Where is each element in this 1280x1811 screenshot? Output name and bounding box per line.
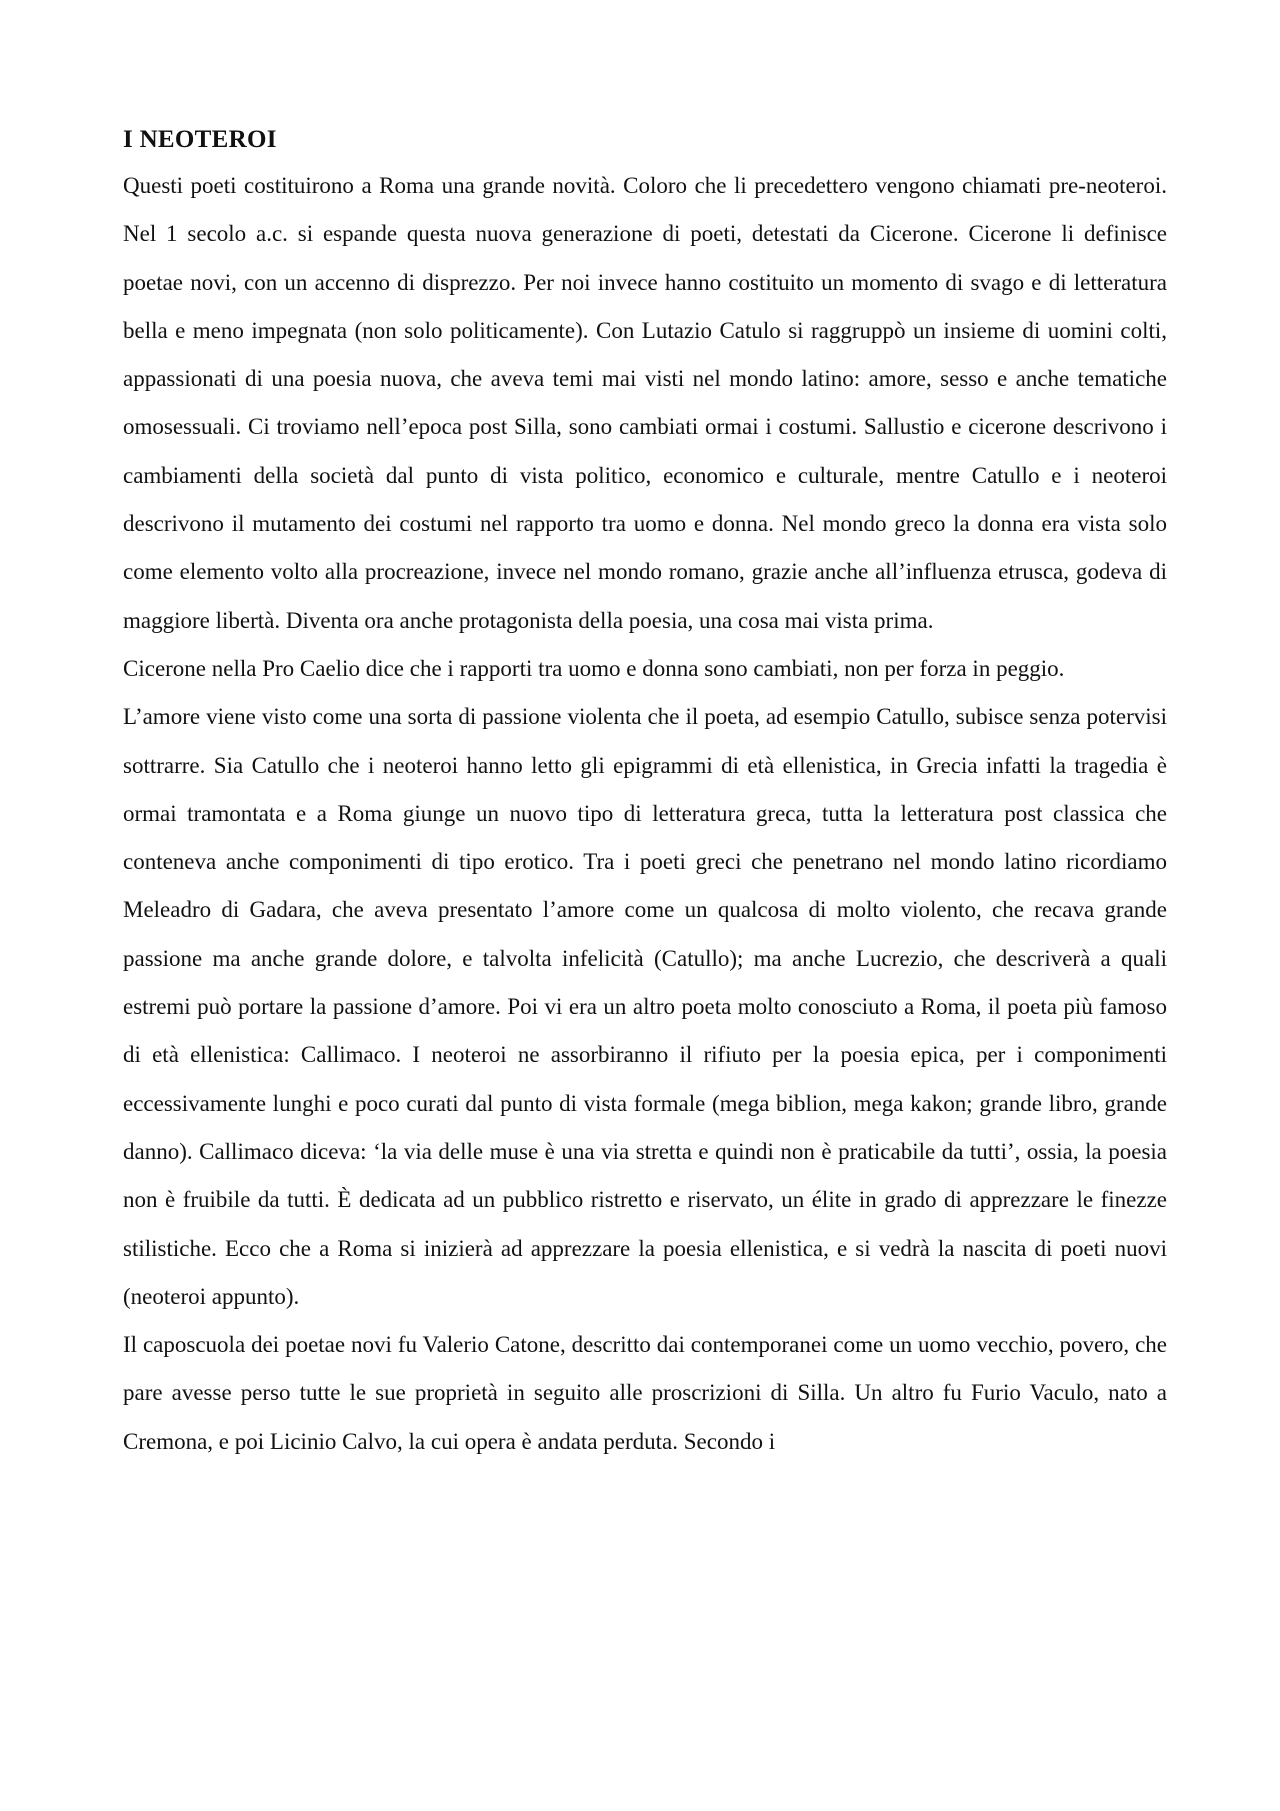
paragraph-pro-caelio: Cicerone nella Pro Caelio dice che i rapporti tra uomo e donna sono cambiati, non per forza in peggio.: [123, 655, 1065, 681]
paragraph-caposcuola: Il caposcuola dei poetae novi fu Valerio Catone, descritto dai contemporanei come un uomo vecchio, povero, che pare avesse perso tutte le sue proprietà in seguito alle proscrizioni di Silla. Un altro fu Furio Vaculo, nato a Cremona, e poi Licinio Calvo, la cui opera è andata perduta. Secondo i: [123, 1332, 1167, 1454]
document-body: [123, 118, 1167, 1466]
paragraph-amore: L’amore viene visto come una sorta di passione violenta che il poeta, ad esempio Catullo, subisce senza potervisi sottrarre. Sia Catullo che i neoteroi hanno letto gli epigrammi di età ellenistica, in Grecia infatti la tragedia è ormai tramontata e a Roma giunge un nuovo tipo di letteratura greca, tutta la letteratura post classica che conteneva anche componimenti di tipo erotico. Tra i poeti greci che penetrano nel mondo latino ricordiamo Meleadro di Gadara, che aveva presentato l’amore come un qualcosa di molto violento, che recava grande passione ma anche grande dolore, e talvolta infelicità (Catullo); ma anche Lucrezio, che descriverà a quali estremi può portare la passione d’amore. Poi vi era un altro poeta molto conosciuto a Roma, il poeta più famoso di età ellenistica: Callimaco. I neoteroi ne assorbiranno il rifiuto per la poesia epica, per i componimenti eccessivamente lunghi e poco curati dal punto di vista formale (mega biblion, mega kakon; grande libro, grande danno). Callimaco diceva: ‘la via delle muse è una via stretta e quindi non è praticabile da tutti’, ossia, la poesia non è fruibile da tutti. È dedicata ad un pubblico ristretto e riservato, un élite in grado di apprezzare le finezze stilistiche. Ecco che a Roma si inizierà ad apprezzare la poesia ellenistica, e si vedrà la nascita di poeti nuovi (neoteroi appunto).: [123, 704, 1167, 1309]
document-title: I NEOTEROI: [123, 126, 277, 153]
paragraph-intro: Questi poeti costituirono a Roma una grande novità. Coloro che li precedettero vengono chiamati pre-neoteroi. Nel 1 secolo a.c. si espande questa nuova generazione di poeti, detestati da Cicerone. Cicerone li definisce poetae novi, con un accenno di disprezzo. Per noi invece hanno costituito un momento di svago e di letteratura bella e meno impegnata (non solo politicamente). Con Lutazio Catulo si raggruppò un insieme di uomini colti, appassionati di una poesia nuova, che aveva temi mai visti nel mondo latino: amore, sesso e anche tematiche omosessuali. Ci troviamo nell’epoca post Silla, sono cambiati ormai i costumi. Sallustio e cicerone descrivono i cambiamenti della società dal punto di vista politico, economico e culturale, mentre Catullo e i neoteroi descrivono il mutamento dei costumi nel rapporto tra uomo e donna. Nel mondo greco la donna era vista solo come elemento volto alla procreazione, invece nel mondo romano, grazie anche all’influenza etrusca, godeva di maggiore libertà. Diventa ora anche protagonista della poesia, una cosa mai vista prima.: [123, 173, 1167, 633]
